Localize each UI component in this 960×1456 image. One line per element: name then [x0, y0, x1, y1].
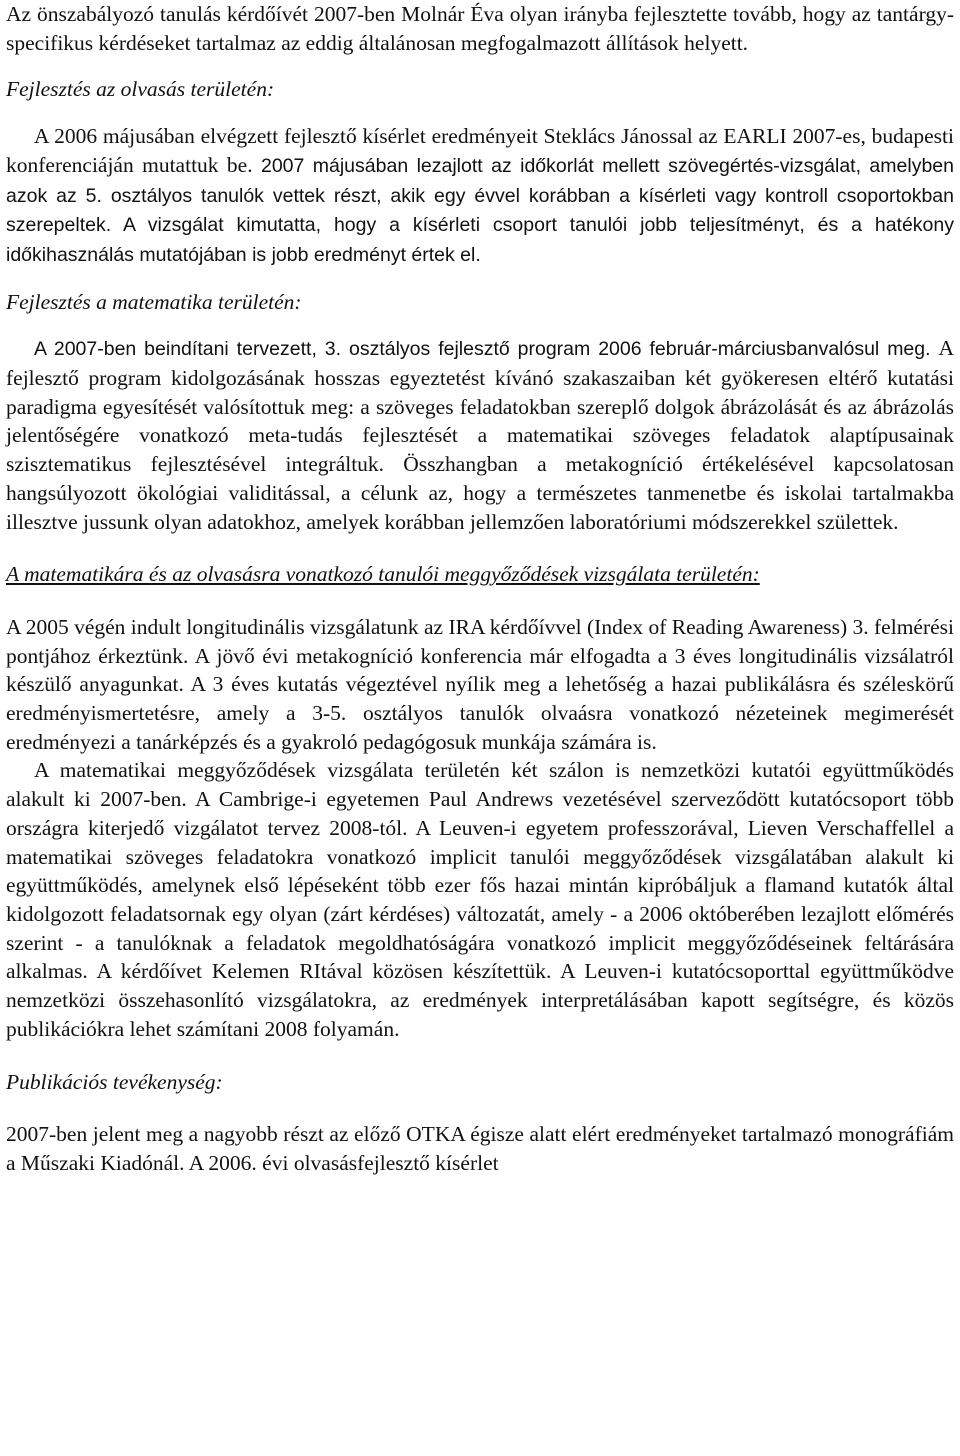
paragraph-beliefs-math: A matematikai meggyőződések vizsgálata területén két szálon is nemzetközi kutatói együttműködés alakult ki 2007-ben. A Cambrige-i egyetemen Paul Andrews vezetésével szerveződött kutatócsoport több országra kiterjedő vizgálatot tervez 2008-tól. A Leuven-i egyetem professzorával, Lieven Verschaffellel a matematikai szöveges feladatokra vonatkozó implicit tanulói meggyőződések vizsgálatában alakult ki együttműködés, amelynek első lépéseként több ezer fős hazai mintán kipróbáljuk a flamand kutatók által kidolgozott feladatsornak egy olyan (zárt kérdéses) változatát, amely - a 2006 októberében lezajlott előmérés szerint - a tanulóknak a feladatok megoldhatóságára vonatkozó implicit meggyőződéseinek feltárására alkalmas. A kérdőívet Kelemen RItával közösen készítettük. A Leuven-i kutatócsoporttal együttműködve nemzetközi összehasonlító vizsgálatokra, az eredmények interpretálásában kapott segítségre, és közös publikációkra lehet számítani 2008 folyamán. [6, 758, 954, 1041]
paragraph-reading-part1: A 2006 májusában elvégzett fejlesztő kísérlet eredményeit Steklács Jánossal az EARLI 2007-es, budapesti konferenciáján mutattuk be. [6, 124, 954, 177]
paragraph-reading-development [6, 122, 954, 270]
paragraph-self-regulated-learning: Az önszabályozó tanulás kérdőívét 2007-ben Molnár Éva olyan irányba fejlesztette tovább, hogy az tantárgy-specifikus kérdéseket tartalmaz az eddig általánosan megfogalmazott állítások helyett. [6, 2, 954, 55]
heading-reading-development: Fejlesztés az olvasás területén: [6, 77, 275, 102]
paragraph-math-part2: A fejlesztő program kidolgozásának hosszas egyeztetést kívánó szakaszaiban két gyökeresen eltérő kutatási paradigma egyesítését valósítottuk meg: a szöveges feladatokban szereplő dolgok ábrázolását és az ábrázolás jelentőségére vonatkozó meta-tudás fejlesztését a matematikai szöveges feladatok alaptípusainak szisztematikus fejlesztésével integráltuk. Összhangban a metakogníció értékelésével kapcsolatosan hangsúlyozott ökológiai validitással, a célunk az, hogy a természetes tanmenetbe és iskolai tartalmakba illesztve jussunk olyan adatokhoz, amelyek korábban jellemzően laboratóriumi módszerekkel születtek. [6, 336, 954, 534]
paragraph-math-part1: A 2007-ben beindítani tervezett, 3. osztályos fejlesztő program 2006 február-márciusbanvalósul meg. [34, 338, 939, 361]
heading-math-development: Fejlesztés a matematika területén: [6, 289, 302, 314]
paragraph-math-development [6, 334, 954, 536]
heading-publications: Publikációs tevékenység: [6, 1069, 223, 1094]
paragraph-publications: 2007-ben jelent meg a nagyobb részt az előző OTKA égisze alatt elért eredményeket tartalmazó monográfiám a Műszaki Kiadónál. A 2006. évi olvasásfejlesztő kísérlet [6, 1122, 954, 1175]
paragraph-beliefs-reading: A 2005 végén indult longitudinális vizsgálatunk az IRA kérdőívvel (Index of Reading Awareness) 3. felmérési pontjához érkeztünk. A jövő évi metakogníció konferencia már elfogadta a 3 éves longitudinális vizsálatról készülő anyagunkat. A 3 éves kutatás végeztével nyílik meg a lehetőség a hazai publikálásra és széleskörű eredményismertetésre, amely a 3-5. osztályos tanulók olvaásra vonatkozó nézeteinek megimerését eredményezi a tanárképzés és a gyakroló pedagógosuk munkája számára is. [6, 614, 954, 754]
paragraph-reading-part2: 2007 májusában lezajlott az időkorlát mellett szövegértés-vizsgálat, amelyben azok az 5. osztályos tanulók vettek részt, akik egy évvel korábban a kísérleti vagy kontroll csoportokban szerepeltek. A vizsgálat kimutatta, hogy a kísérleti csoport tanulói jobb teljesítményt, és a hatékony időkihasználás mutatójában is jobb eredményt értek el. [6, 154, 954, 266]
heading-beliefs-study: A matematikára és az olvasásra vonatkozó tanulói meggyőződések vizsgálata területén: [6, 562, 760, 587]
